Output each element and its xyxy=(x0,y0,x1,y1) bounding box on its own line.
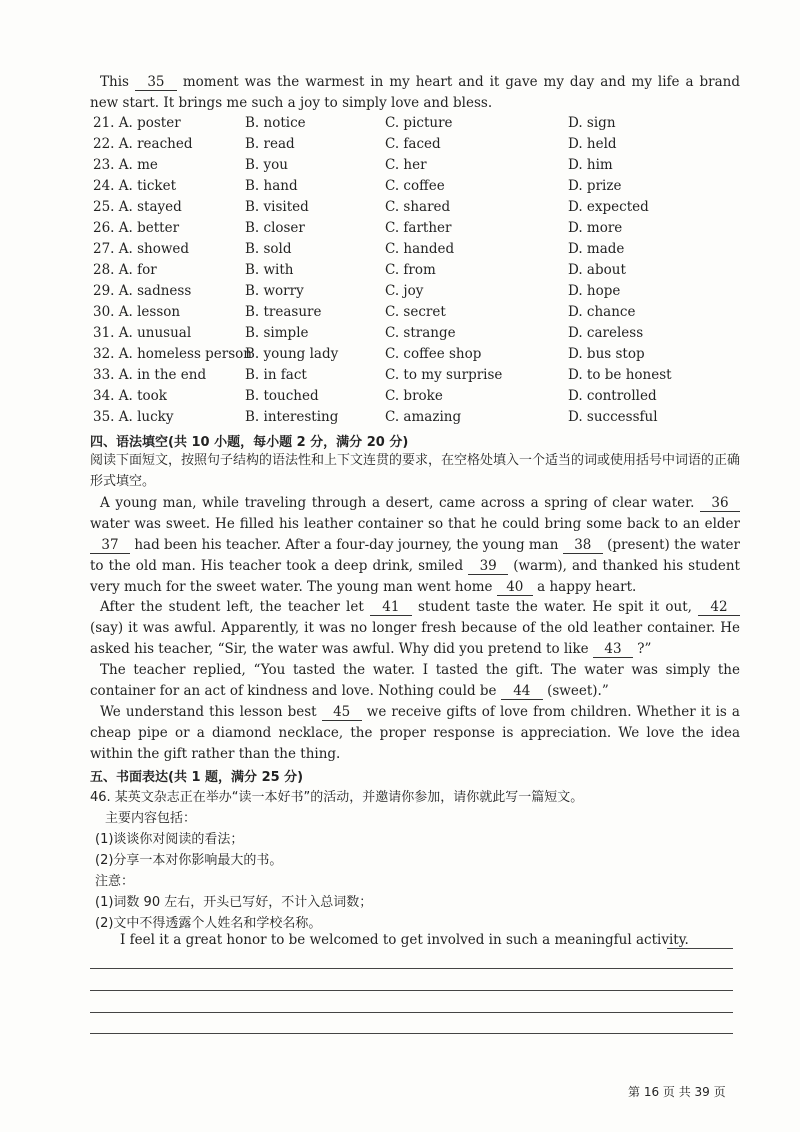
section-heading-writing: 五、书面表达(共 1 题，满分 25 分) xyxy=(90,770,304,785)
option-b: B. treasure xyxy=(245,304,322,320)
blank-38: 38 xyxy=(563,538,603,554)
option-b: B. hand xyxy=(245,178,298,194)
option-row-30 xyxy=(93,304,733,325)
option-row-25 xyxy=(93,199,733,220)
blank-37: 37 xyxy=(90,538,130,554)
option-d: D. about xyxy=(568,262,626,278)
text: (say) it was awful. Apparently, it was no longer fresh because of the old leather container. He asked his teacher, “Sir, the water was awful. Why did you pretend to like xyxy=(90,620,740,657)
text: a happy heart. xyxy=(537,579,637,595)
option-c: C. joy xyxy=(385,283,424,299)
option-b: B. read xyxy=(245,136,295,152)
blank-41: 41 xyxy=(370,600,412,616)
option-d: D. him xyxy=(568,157,613,173)
page-number: 第 16 页 共 39 页 xyxy=(628,1085,726,1099)
option-a: 29. A. sadness xyxy=(93,283,192,299)
option-row-23 xyxy=(93,157,733,178)
option-row-27 xyxy=(93,241,733,262)
content-label: 主要内容包括： xyxy=(105,811,197,826)
option-a: 32. A. homeless person xyxy=(93,346,252,362)
option-a: 24. A. ticket xyxy=(93,178,176,194)
blank-44: 44 xyxy=(501,684,543,700)
option-d: D. controlled xyxy=(568,388,657,404)
option-a: 35. A. lucky xyxy=(93,409,174,425)
option-c: C. coffee shop xyxy=(385,346,482,362)
option-b: B. notice xyxy=(245,115,306,131)
option-c: C. coffee xyxy=(385,178,445,194)
option-b: B. worry xyxy=(245,283,304,299)
question-46: 46. 某英文杂志正在举办“读一本好书”的活动，并邀请你参加，请你就此写一篇短文。 xyxy=(90,790,584,805)
content-item-1: (1)谈谈你对阅读的看法； xyxy=(95,832,244,847)
option-b: B. young lady xyxy=(245,346,339,362)
writing-line xyxy=(667,948,733,949)
option-c: C. amazing xyxy=(385,409,462,425)
text: This xyxy=(100,74,129,90)
option-b: B. simple xyxy=(245,325,309,341)
option-d: D. expected xyxy=(568,199,649,215)
option-d: D. prize xyxy=(568,178,622,194)
note-1: (1)词数 90 左右，开头已写好，不计入总词数； xyxy=(95,895,373,910)
blank-42: 42 xyxy=(698,600,740,616)
option-a: 30. A. lesson xyxy=(93,304,181,320)
option-c: C. her xyxy=(385,157,427,173)
option-b: B. with xyxy=(245,262,294,278)
text: ?” xyxy=(637,641,652,657)
text: (present) the water to the old man. His teacher took a deep drink, smiled xyxy=(90,537,740,574)
option-b: B. you xyxy=(245,157,288,173)
note-2: (2)文中不得透露个人姓名和学校名称。 xyxy=(95,916,322,931)
grammar-instruction: 阅读下面短文，按照句子结构的语法性和上下文连贯的要求，在空格处填入一个适当的词或使用括号中词语的正确形式填空。 xyxy=(90,453,741,489)
option-b: B. closer xyxy=(245,220,305,236)
option-row-33 xyxy=(93,367,733,388)
option-b: B. in fact xyxy=(245,367,307,383)
option-d: D. careless xyxy=(568,325,644,341)
option-c: C. broke xyxy=(385,388,443,404)
grammar-paragraph-4 xyxy=(90,702,740,765)
writing-line xyxy=(90,968,733,969)
option-c: C. farther xyxy=(385,220,452,236)
writing-line xyxy=(90,1012,733,1013)
option-a: 27. A. showed xyxy=(93,241,190,257)
option-c: C. shared xyxy=(385,199,451,215)
option-c: C. handed xyxy=(385,241,455,257)
option-b: B. touched xyxy=(245,388,319,404)
option-row-34 xyxy=(93,388,733,409)
text: student taste the water. He spit it out, xyxy=(417,599,692,615)
option-d: D. sign xyxy=(568,115,616,131)
text: had been his teacher. After a four-day journey, the young man xyxy=(134,537,559,553)
option-c: C. from xyxy=(385,262,436,278)
option-c: C. to my surprise xyxy=(385,367,503,383)
option-c: C. strange xyxy=(385,325,456,341)
option-a: 31. A. unusual xyxy=(93,325,192,341)
blank-43: 43 xyxy=(593,642,633,658)
option-a: 21. A. poster xyxy=(93,115,181,131)
option-row-35 xyxy=(93,409,733,430)
option-b: B. sold xyxy=(245,241,292,257)
option-a: 26. A. better xyxy=(93,220,180,236)
text: A young man, while traveling through a desert, came across a spring of clear water. xyxy=(100,495,695,511)
option-a: 34. A. took xyxy=(93,388,167,404)
grammar-paragraph-2 xyxy=(90,597,740,660)
text: After the student left, the teacher let xyxy=(100,599,364,615)
grammar-paragraph-1 xyxy=(90,493,740,598)
blank-35: 35 xyxy=(135,75,177,91)
option-d: D. held xyxy=(568,136,617,152)
option-d: D. successful xyxy=(568,409,658,425)
section-heading-grammar: 四、语法填空(共 10 小题，每小题 2 分，满分 20 分) xyxy=(90,435,409,450)
text: we receive gifts of love from children. Whether it is a cheap pipe or a diamond necklace, the proper response is appreciation. We love the idea within the gift rather than the thing. xyxy=(90,704,740,762)
option-c: C. faced xyxy=(385,136,441,152)
option-d: D. made xyxy=(568,241,625,257)
text: We understand this lesson best xyxy=(100,704,317,720)
text: water was sweet. He filled his leather container so that he could bring some back to an elder xyxy=(90,516,740,532)
option-d: D. hope xyxy=(568,283,621,299)
note-label: 注意： xyxy=(95,874,135,889)
option-b: B. interesting xyxy=(245,409,339,425)
option-a: 28. A. for xyxy=(93,262,157,278)
text: (warm), and thanked his student very much for the sweet water. The young man went home xyxy=(90,558,740,595)
option-row-31 xyxy=(93,325,733,346)
text: The teacher replied, “You tasted the water. I tasted the gift. The water was simply the container for an act of kindness and love. Nothing could be xyxy=(90,662,740,699)
option-d: D. bus stop xyxy=(568,346,645,362)
option-row-29 xyxy=(93,283,733,304)
blank-45: 45 xyxy=(322,705,362,721)
option-row-24 xyxy=(93,178,733,199)
blank-40: 40 xyxy=(497,580,533,596)
blank-36: 36 xyxy=(700,496,740,512)
passage-ending xyxy=(90,72,740,114)
option-a: 25. A. stayed xyxy=(93,199,182,215)
text: (sweet).” xyxy=(547,683,609,699)
option-d: D. more xyxy=(568,220,623,236)
writing-line xyxy=(90,990,733,991)
option-row-26 xyxy=(93,220,733,241)
option-a: 33. A. in the end xyxy=(93,367,207,383)
option-row-22 xyxy=(93,136,733,157)
option-c: C. secret xyxy=(385,304,446,320)
content-item-2: (2)分享一本对你影响最大的书。 xyxy=(95,853,283,868)
option-b: B. visited xyxy=(245,199,309,215)
option-d: D. to be honest xyxy=(568,367,672,383)
text: moment was the warmest in my heart and it gave my day and my life a brand new start. It brings me such a joy to simply love and bless. xyxy=(90,74,740,111)
essay-opening-sentence: I feel it a great honor to be welcomed to get involved in such a meaningful activity. xyxy=(120,932,689,948)
blank-39: 39 xyxy=(468,559,508,575)
option-d: D. chance xyxy=(568,304,636,320)
option-a: 22. A. reached xyxy=(93,136,193,152)
option-c: C. picture xyxy=(385,115,453,131)
writing-line xyxy=(90,1033,733,1034)
option-row-32 xyxy=(93,346,733,367)
option-row-21 xyxy=(93,115,733,136)
option-row-28 xyxy=(93,262,733,283)
option-a: 23. A. me xyxy=(93,157,158,173)
grammar-paragraph-3 xyxy=(90,660,740,702)
